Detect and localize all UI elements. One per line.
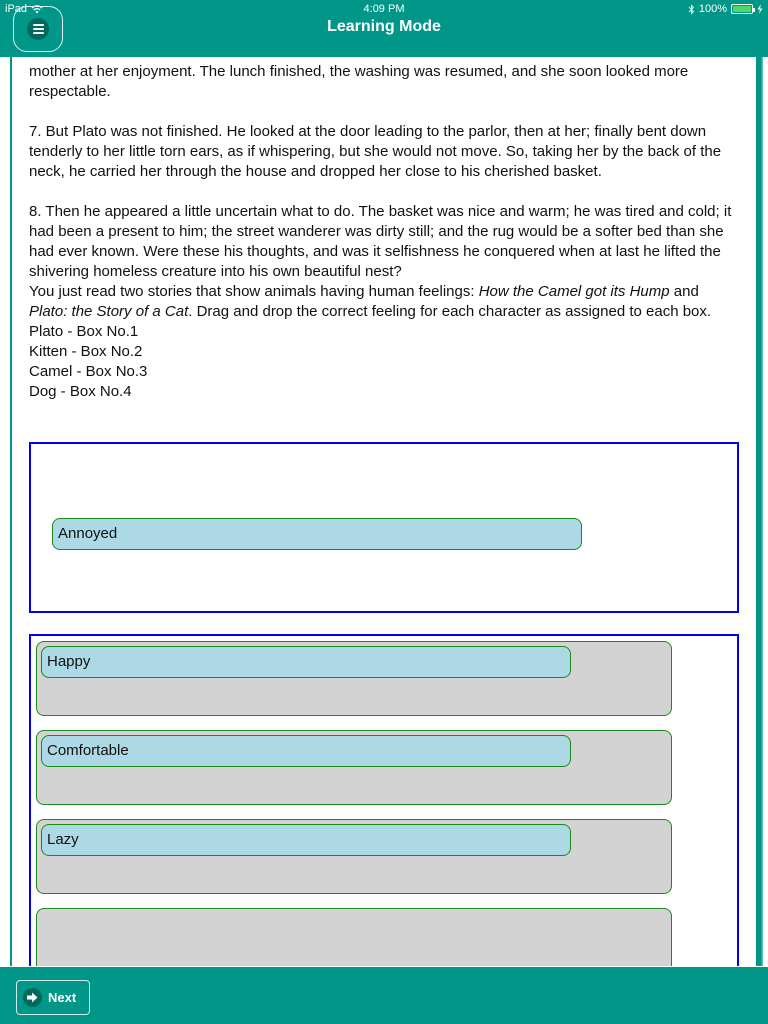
assignment-plato: Plato - Box No.1 <box>29 323 139 340</box>
reading-passage <box>29 57 741 402</box>
content-scroll-area[interactable] <box>0 57 768 966</box>
assignment-dog: Dog - Box No.4 <box>29 383 132 400</box>
status-time: 4:09 PM <box>363 3 405 15</box>
passage-paragraph-8: 8. Then he appeared a little uncertain what to do. The basket was nice and warm; he was tired and cold; it had been a present to him; the street wanderer was dirty still; and the rug would be a softer bed than she had ever known. Were these his thoughts, and was it selfishness he conquered when at last he lifted the shivering homeless creature into his own beautiful nest? <box>29 203 732 280</box>
instructions: You just read two stories that show animals having human feelings: How the Camel got its Hump and Plato: the Story of a Cat. Drag and drop the correct feeling for each character as assigned to each box. <box>29 283 712 320</box>
assignment-camel: Camel - Box No.3 <box>29 363 148 380</box>
feelings-source-zone[interactable] <box>29 442 739 613</box>
menu-button[interactable] <box>13 6 63 52</box>
feeling-chip-annoyed[interactable]: Annoyed <box>52 518 582 550</box>
feeling-chip-lazy[interactable]: Lazy <box>41 824 571 856</box>
carrier-label: iPad <box>5 3 28 15</box>
content-border-left <box>10 57 12 966</box>
scrollbar[interactable] <box>756 57 763 966</box>
story-title-plato: Plato: the Story of a Cat <box>29 303 189 320</box>
next-label: Next <box>48 990 77 1005</box>
passage-paragraph-6-tail: mother at her enjoyment. The lunch finished, the washing was resumed, and she soon looked more respectable. <box>29 63 689 100</box>
feeling-chip-comfortable[interactable]: Comfortable <box>41 735 571 767</box>
passage-paragraph-7: 7. But Plato was not finished. He looked at the door leading to the parlor, then at her; finally bent down tenderly to her little torn ears, as if whispering, but she would not move. So, taking her by the back of the neck, he carried her through the house and dropped her close to his cherished basket. <box>29 123 722 180</box>
hamburger-menu-icon <box>27 18 49 40</box>
battery-percent: 100% <box>698 3 727 15</box>
answer-box-2[interactable] <box>36 730 672 805</box>
next-button[interactable] <box>16 980 90 1015</box>
page-title: Learning Mode <box>327 18 441 35</box>
status-right <box>688 3 763 15</box>
footer-bar <box>0 966 768 1024</box>
answer-box-4[interactable] <box>36 908 672 966</box>
feeling-chip-happy[interactable]: Happy <box>41 646 571 678</box>
battery-icon <box>731 4 753 14</box>
arrow-right-circle-icon <box>23 988 42 1007</box>
story-title-camel: How the Camel got its Hump <box>478 283 670 300</box>
assignment-kitten: Kitten - Box No.2 <box>29 343 143 360</box>
header-bar <box>0 0 768 57</box>
answer-box-1[interactable] <box>36 641 672 716</box>
bluetooth-icon <box>688 4 695 15</box>
answer-box-3[interactable] <box>36 819 672 894</box>
charging-bolt-icon <box>757 4 763 14</box>
answer-boxes-zone <box>29 634 739 966</box>
